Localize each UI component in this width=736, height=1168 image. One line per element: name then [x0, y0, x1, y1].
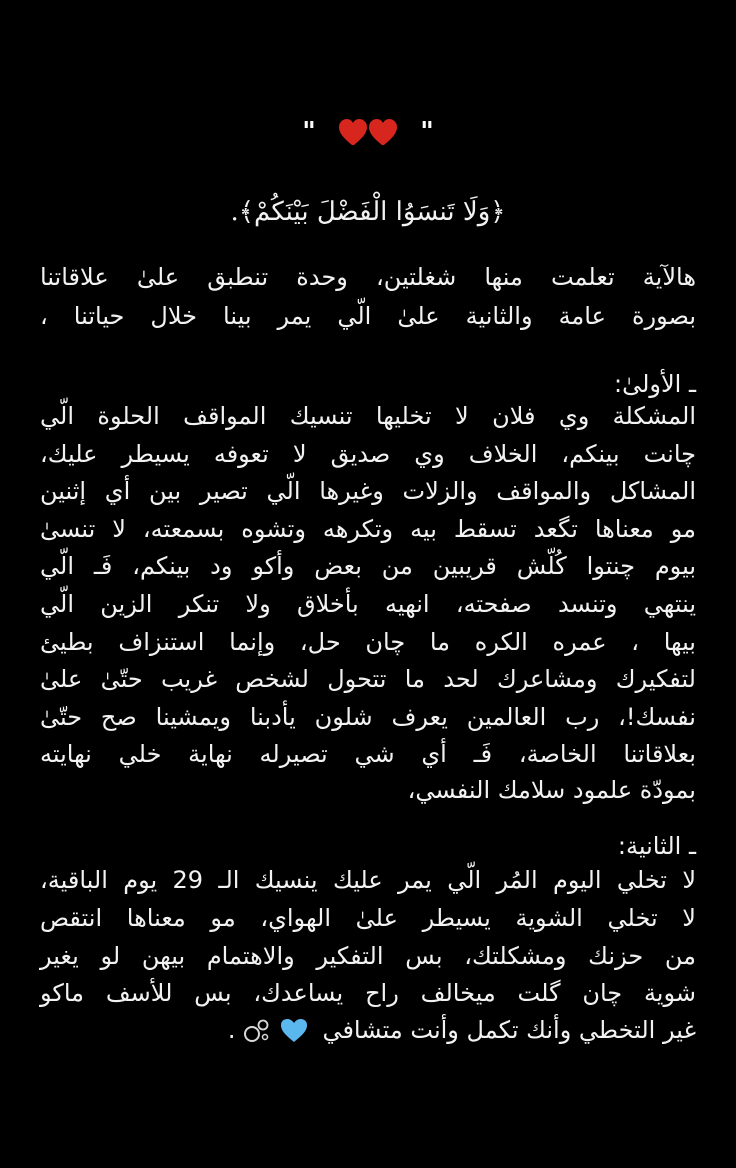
section2-line: لا تخلي اليوم المُر الّي يمر عليك ينسيك الـ 29 يوم الباقية، — [40, 866, 697, 894]
verse-text: ﴿وَلَا تَنسَوُا الْفَضْلَ بَيْنَكُمْ﴾. — [230, 197, 506, 227]
section1-line: چانت بينكم، الخلاف وي صديق لا تعوفه يسيطر عليك، — [40, 440, 696, 468]
heart-left-icon — [339, 119, 367, 145]
blue-heart-icon — [279, 1018, 309, 1044]
section1-line: بيوم چنتوا كُلّش قريبين من بعض وأكو ود بينكم، فَـ الّي — [40, 552, 696, 580]
section2-line: شوية چان گلت ميخالف راح يساعدك، بس للأسف ماكو — [40, 979, 696, 1007]
intro-line: بصورة عامة والثانية علىٰ الّي يمر بينا خلال حياتنا ، — [40, 302, 696, 330]
section2-line: غير التخطي وأنك تكمل وأنت متشافي — [322, 1016, 696, 1044]
section1-line: المشاكل والمواقف والزلات وغيرها الّي تصير بين أي إثنين — [40, 477, 696, 505]
section1-line: ينتهي وتنسد صفحته، انهيه بأخلاق ولا تنكر الزين الّي — [40, 590, 696, 618]
section2-heading: ـ الثانية: — [617, 832, 696, 860]
end-period: . — [227, 1016, 236, 1044]
section1-heading: ـ الأولىٰ: — [613, 370, 696, 398]
header-decoration — [0, 112, 736, 152]
section1-line: نفسك!، رب العالمين يعرف شلون يأدبنا ويمشينا صح حتّىٰ — [40, 703, 696, 731]
quote-close: " — [420, 117, 434, 147]
section2-line: لا تخلي الشوية يسيطر علىٰ الهواي، مو معناها انتقص — [40, 904, 696, 932]
bubbles-icon — [243, 1018, 271, 1044]
section1-line: لتفكيرك ومشاعرك لحد ما تتحول لشخص غريب حتّىٰ علىٰ — [40, 665, 696, 693]
section2-line: من حزنك ومشكلتك، بس التفكير والاهتمام بيهن لو يغير — [40, 942, 696, 970]
heart-right-icon — [369, 119, 397, 145]
section2-last-line — [40, 1012, 696, 1048]
section1-line: بعلاقاتنا الخاصة، فَـ أي شي تصيرله نهاية خلي نهايته — [40, 740, 696, 768]
section1-line: بمودّة علمود سلامك النفسي، — [407, 776, 696, 804]
section1-line: المشكلة وي فلان لا تخليها تنسيك المواقف الحلوة الّي — [40, 402, 696, 430]
section1-line: بيها ، عمره الكره ما چان حل، وإنما استنزاف بطيئ — [40, 628, 696, 656]
quote-open: " — [302, 117, 316, 147]
section1-line: مو معناها تگعد تسقط بيه وتكرهه وتشوه بسمعته، لا تنسىٰ — [40, 515, 696, 543]
hearts-icon — [338, 118, 398, 148]
intro-line: هالآية تعلمت منها شغلتين، وحدة تنطبق علىٰ علاقاتنا — [40, 263, 696, 291]
